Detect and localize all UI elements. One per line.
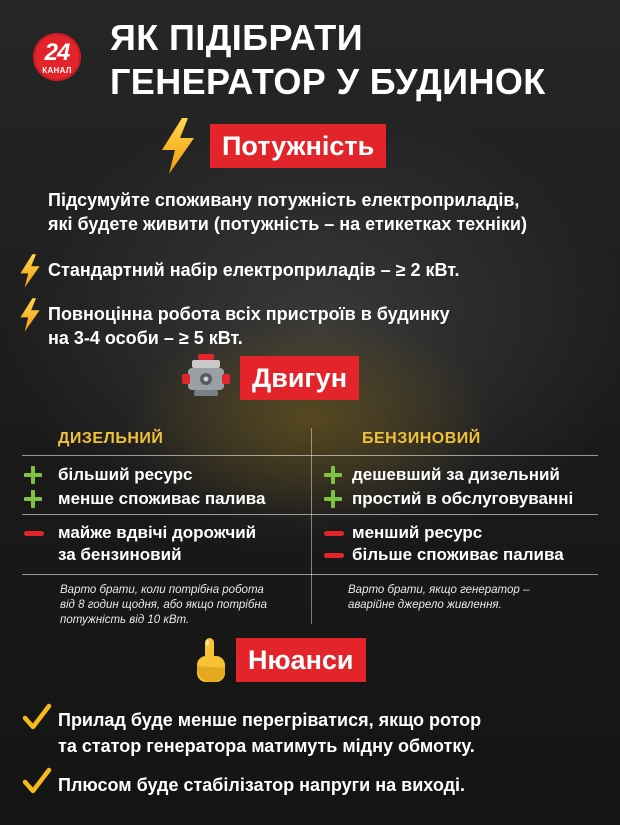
petrol-column-title: БЕНЗИНОВИЙ bbox=[362, 430, 481, 447]
nuance-1-line-1: Прилад буде менше перегріватися, якщо ротор bbox=[58, 710, 482, 730]
lightning-icon bbox=[158, 118, 198, 174]
column-divider bbox=[311, 428, 312, 624]
diesel-con-line-1: майже вдвічі дорожчий bbox=[58, 523, 257, 542]
divider bbox=[22, 514, 598, 515]
power-intro-line-2: які будете живити (потужність – на етикетках техніки) bbox=[48, 214, 527, 234]
nuance-1-line-2: та статор генератора матимуть мідну обмотку. bbox=[58, 736, 475, 756]
nuance-2: Плюсом буде стабілізатор напруги на виході. bbox=[58, 775, 466, 795]
petrol-note bbox=[348, 583, 529, 613]
power-intro-line-1: Підсумуйте споживану потужність електроприладів, bbox=[48, 190, 520, 210]
petrol-pro-1: дешевший за дизельний bbox=[352, 465, 560, 484]
logo-number: 24 bbox=[44, 39, 70, 66]
diesel-note-line-2: від 8 годин щодня, або якщо потрібна bbox=[60, 599, 268, 611]
plus-icon bbox=[324, 466, 342, 484]
petrol-pro-2: простий в обслуговуванні bbox=[352, 489, 574, 508]
title-line-1: ЯК ПІДІБРАТИ bbox=[110, 17, 363, 58]
logo-caption: КАНАЛ bbox=[42, 66, 72, 75]
engine-heading: Двигун bbox=[240, 356, 359, 400]
lightning-icon bbox=[18, 254, 42, 288]
power-heading: Потужність bbox=[210, 124, 386, 168]
checkmark-icon bbox=[22, 766, 52, 796]
minus-icon bbox=[24, 531, 44, 536]
power-point-2-line-1: Повноцінна робота всіх пристроїв в будинку bbox=[48, 304, 450, 324]
diesel-pro-2: менше споживає палива bbox=[58, 489, 266, 508]
title-line-2: ГЕНЕРАТОР У БУДИНОК bbox=[110, 61, 546, 102]
power-point-2-line-2: на 3-4 особи – ≥ 5 кВт. bbox=[48, 328, 243, 348]
power-point-1: Стандартний набір електроприладів – ≥ 2 кВт. bbox=[48, 260, 460, 280]
petrol-note-line-2: аварійне джерело живлення. bbox=[348, 599, 502, 611]
pointing-finger-icon bbox=[193, 636, 229, 686]
checkmark-icon bbox=[22, 702, 52, 732]
channel-logo bbox=[33, 33, 81, 81]
nuances-heading: Нюанси bbox=[236, 638, 366, 682]
diesel-note bbox=[60, 583, 267, 628]
engine-icon bbox=[178, 354, 234, 402]
minus-icon bbox=[324, 553, 344, 558]
page-title bbox=[110, 16, 546, 104]
diesel-con-line-2: за бензиновий bbox=[58, 545, 182, 564]
petrol-con-2: більше споживає палива bbox=[352, 545, 564, 564]
plus-icon bbox=[24, 490, 42, 508]
diesel-note-line-1: Варто брати, коли потрібна робота bbox=[60, 584, 264, 596]
petrol-note-line-1: Варто брати, якщо генератор – bbox=[348, 584, 530, 596]
petrol-con-1: менший ресурс bbox=[352, 523, 483, 542]
diesel-pro-1: більший ресурс bbox=[58, 465, 193, 484]
diesel-note-line-3: потужність від 10 кВт. bbox=[60, 614, 190, 626]
minus-icon bbox=[324, 531, 344, 536]
plus-icon bbox=[24, 466, 42, 484]
lightning-icon bbox=[18, 298, 42, 332]
plus-icon bbox=[324, 490, 342, 508]
diesel-column-title: ДИЗЕЛЬНИЙ bbox=[58, 430, 164, 447]
divider bbox=[22, 455, 598, 456]
divider bbox=[22, 574, 598, 575]
